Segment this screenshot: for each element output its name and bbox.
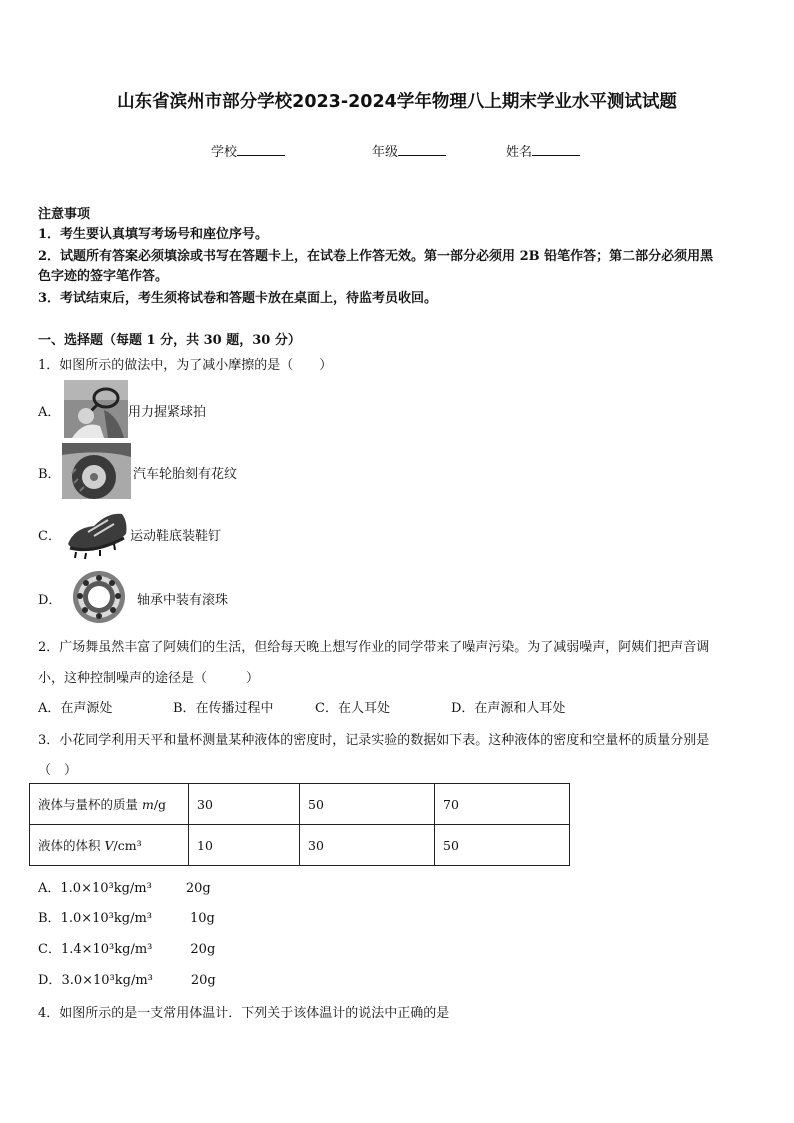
- notice-item-3: 3．考试结束后，考生须将试卷和答题卡放在桌面上，待监考员收回。: [38, 291, 438, 306]
- name-label: 姓名: [506, 145, 533, 160]
- q3-option-c[interactable]: [38, 938, 215, 957]
- q3-option-a[interactable]: [38, 877, 211, 896]
- q1-option-d-letter[interactable]: D．: [38, 593, 62, 608]
- q3-data-table: [29, 783, 570, 866]
- q1-stem: 1．如图所示的做法中，为了减小摩擦的是（ ）: [38, 358, 333, 373]
- tennis-racket-photo-icon: [64, 380, 128, 438]
- school-field[interactable]: [211, 141, 285, 160]
- label-unit: /cm³: [113, 838, 142, 853]
- table-cell: 10: [189, 825, 300, 866]
- notice-heading: 注意事项: [38, 207, 91, 222]
- grade-label: 年级: [372, 145, 399, 160]
- option-density: 1.4×10³kg/m³: [60, 942, 153, 957]
- school-blank[interactable]: [237, 143, 285, 156]
- name-blank[interactable]: [532, 143, 580, 156]
- q1-option-a-text: 用力握紧球拍: [128, 405, 207, 420]
- q2-stem-line1: 2．广场舞虽然丰富了阿姨们的生活，但给每天晚上想写作业的同学带来了噪声污染。为了减弱噪声，阿姨们把声音调: [38, 640, 710, 655]
- table-cell: 70: [435, 784, 570, 825]
- option-letter: A．: [38, 881, 61, 896]
- table-cell: 50: [300, 784, 435, 825]
- school-label: 学校: [211, 145, 238, 160]
- page-title: 山东省滨州市部分学校2023-2024学年物理八上期末学业水平测试试题: [117, 92, 677, 112]
- option-letter: C．: [38, 942, 61, 957]
- label-unit: /g: [153, 797, 167, 812]
- q1-option-d-text: 轴承中装有滚珠: [137, 593, 229, 608]
- q3-stem-line2: （ ）: [38, 763, 78, 778]
- q3-option-b[interactable]: [38, 907, 215, 926]
- table-cell: 30: [300, 825, 435, 866]
- option-mass: 20g: [190, 973, 216, 988]
- label-text: 液体的体积: [38, 838, 105, 853]
- q2-option-d[interactable]: D．在声源和人耳处: [451, 701, 566, 716]
- grade-blank[interactable]: [398, 143, 446, 156]
- q1-option-c-text: 运动鞋底装鞋钉: [130, 529, 222, 544]
- notice-item-2-cont: 色字迹的签字笔作答。: [38, 269, 169, 284]
- label-variable: m: [141, 797, 154, 812]
- option-mass: 20g: [185, 881, 211, 896]
- q2-stem-line2: 小，这种控制噪声的途径是（ ）: [38, 671, 260, 686]
- q1-option-c-letter[interactable]: C．: [38, 529, 61, 544]
- spiked-shoe-photo-icon: [64, 508, 130, 560]
- q1-option-a-letter[interactable]: A．: [38, 405, 61, 420]
- q3-stem-line1: 3．小花同学利用天平和量杯测量某种液体的密度时，记录实验的数据如下表。这种液体的密度和空量杯的质量分别是: [38, 733, 710, 748]
- car-tire-photo-icon: [62, 443, 131, 499]
- option-mass: 20g: [190, 942, 216, 957]
- option-density: 1.0×10³kg/m³: [60, 911, 153, 926]
- q2-option-a[interactable]: A．在声源处: [38, 701, 113, 716]
- notice-item-1: 1．考生要认真填写考场号和座位序号。: [38, 227, 269, 242]
- section-heading: 一、选择题（每题 1 分，共 30 题，30 分）: [38, 333, 301, 348]
- option-letter: B．: [38, 911, 61, 926]
- q4-stem: 4．如图所示的是一支常用体温计．下列关于该体温计的说法中正确的是: [38, 1006, 450, 1021]
- table-row-label: [30, 784, 189, 825]
- notice-item-2: 2．试题所有答案必须填涂或书写在答题卡上，在试卷上作答无效。第一部分必须用 2B 铅笔作答；第二部分必须用黑: [38, 249, 714, 264]
- q2-option-c[interactable]: C．在人耳处: [315, 701, 390, 716]
- label-text: 液体与量杯的质量: [38, 797, 142, 812]
- option-letter: D．: [38, 973, 62, 988]
- ball-bearing-photo-icon: [66, 568, 134, 626]
- table-cell: 50: [435, 825, 570, 866]
- q1-option-b-letter[interactable]: B．: [38, 467, 61, 482]
- option-density: 3.0×10³kg/m³: [61, 973, 153, 988]
- table-row-label: [30, 825, 189, 866]
- q3-option-d[interactable]: [38, 969, 216, 988]
- grade-field[interactable]: [372, 141, 446, 160]
- option-mass: 10g: [190, 911, 215, 926]
- q2-option-b[interactable]: B．在传播过程中: [173, 701, 274, 716]
- table-cell: 30: [189, 784, 300, 825]
- name-field[interactable]: [506, 141, 580, 160]
- q1-option-b-text: 汽车轮胎刻有花纹: [133, 467, 238, 482]
- option-density: 1.0×10³kg/m³: [60, 881, 152, 896]
- table-row: [30, 784, 570, 825]
- table-row: [30, 825, 570, 866]
- label-variable: V: [104, 838, 114, 853]
